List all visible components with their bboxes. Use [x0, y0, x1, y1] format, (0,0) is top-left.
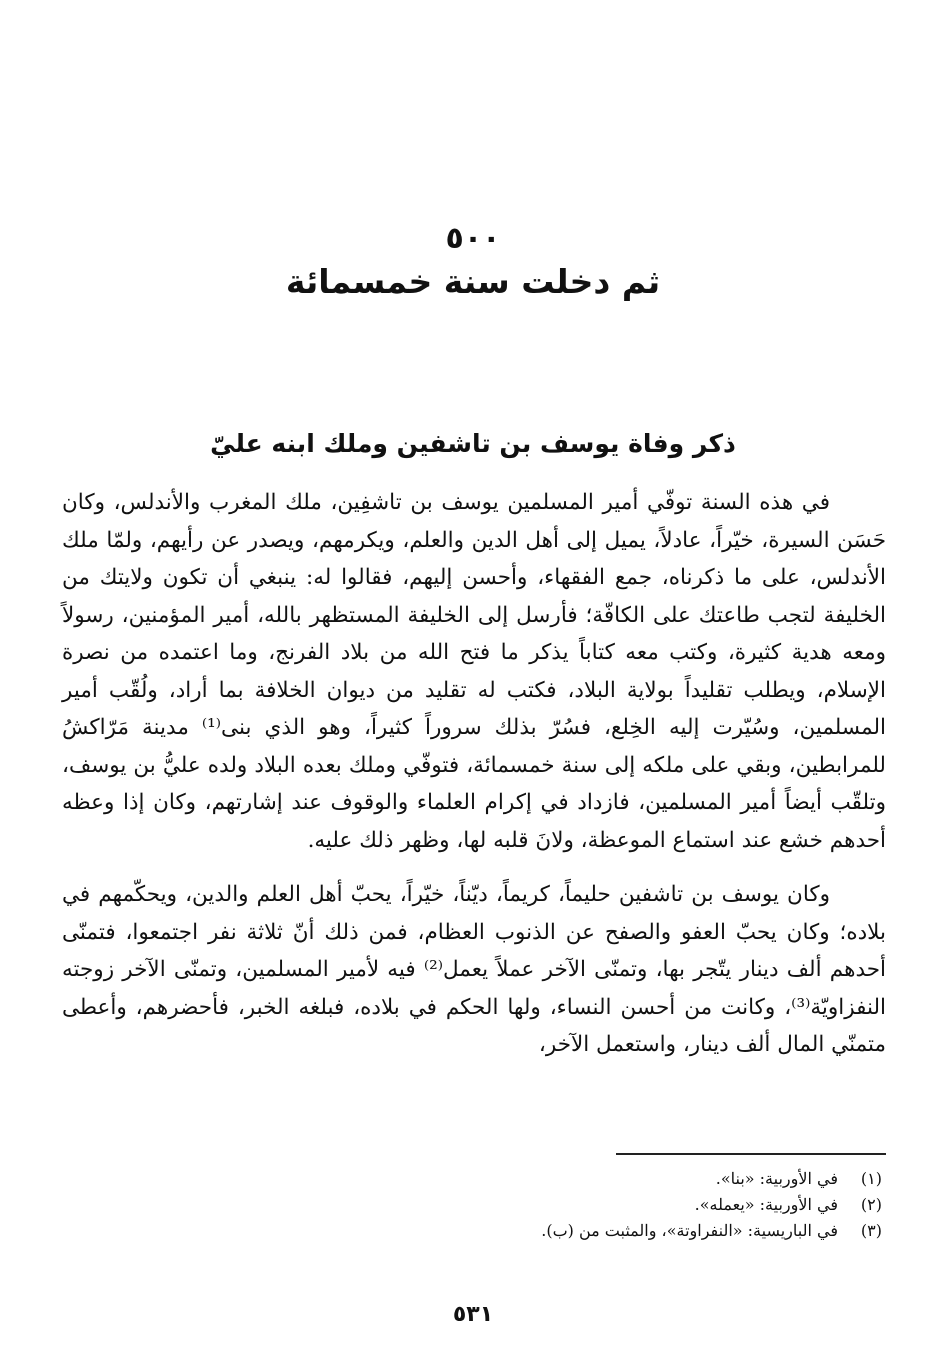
- footnote-3: [122, 1218, 882, 1244]
- footnote-2: [122, 1192, 882, 1218]
- footnote-1: [122, 1166, 882, 1192]
- footnote-text: في الأوربية: «يعمله».: [694, 1195, 838, 1214]
- body-text: [62, 484, 886, 1064]
- footnote-number: (٢): [860, 1195, 882, 1214]
- footnotes: [122, 1166, 882, 1244]
- footnote-text: في الباريسية: «النفراوتة»، والمثبت من (ب).: [541, 1221, 838, 1240]
- chapter-title: ثم دخلت سنة خمسمائة: [285, 262, 661, 301]
- year-number: ٥٠٠: [445, 221, 501, 256]
- footnote-number: (١): [860, 1169, 882, 1188]
- footnote-text: في الأوربية: «بنا».: [715, 1169, 838, 1188]
- page-number: ٥٣١: [452, 1302, 494, 1327]
- section-heading: ذكر وفاة يوسف بن تاشفين وملك ابنه عليّ: [210, 429, 736, 458]
- paragraph-1: في هذه السنة توفّي أمير المسلمين يوسف بن تاشفِين، ملك المغرب والأندلس، وكان حَسَن السيرة، خيّراً، عادلاً، يميل إلى أهل الدين والعلم، ويكرمهم، ويصدر عن رأيهم، ولمّا ملك الأندلس، على ما ذكرناه، جمع الفقهاء، وأحسن إليهم، فقالوا له: ينبغي أن تكون ولايتك من الخليفة لتجب طاعتك على الكافّة؛ فأرسل إلى الخليفة المستظهر بالله، أمير المؤمنين، رسولاً ومعه هدية كثيرة، وكتب معه كتاباً يذكر ما فتح الله من بلاد الفرنج، وما اعتمده من نصرة الإسلام، ويطلب تقليداً بولاية البلاد، فكتب له تقليد من ديوان الخلافة بما أراد، ولُقّب أمير المسلمين، وسُيّرت إليه الخِلع، فسُرّ بذلك سروراً كثيراً، وهو الذي بنى⁽¹⁾ مدينة مَرّاكشُ للمرابطين، وبقي على ملكه إلى سنة خمسمائة، فتوفّي وملك بعده البلاد ولده عليُّ بن يوسف، وتلقّب أيضاً أمير المسلمين، فازداد في إكرام العلماء والوقوف عند إشارتهم، وكان إذا وعظه أحدهم خشع عند استماع الموعظة، ولانَ قلبه لها، وظهر ذلك عليه.: [62, 490, 887, 853]
- footnote-number: (٣): [860, 1221, 882, 1240]
- paragraph-2: وكان يوسف بن تاشفين حليماً، كريماً، ديّناً، خيّراً، يحبّ أهل العلم والدين، ويحكّمهم في بلاده؛ وكان يحبّ العفو والصفح عن الذنوب العظام، فمن ذلك أنّ ثلاثة نفر اجتمعوا، فتمنّى أحدهم ألف دينار يتّجر بها، وتمنّى الآخر عملاً يعمل⁽²⁾ فيه لأمير المسلمين، وتمنّى الآخر زوجته النفزاويّة⁽³⁾، وكانت من أحسن النساء، ولها الحكم في بلاده، فبلغه الخبر، فأحضرهم، وأعطى متمنّي المال ألف دينار، واستعمل الآخر،: [62, 882, 886, 1057]
- footnote-divider: [616, 1153, 886, 1155]
